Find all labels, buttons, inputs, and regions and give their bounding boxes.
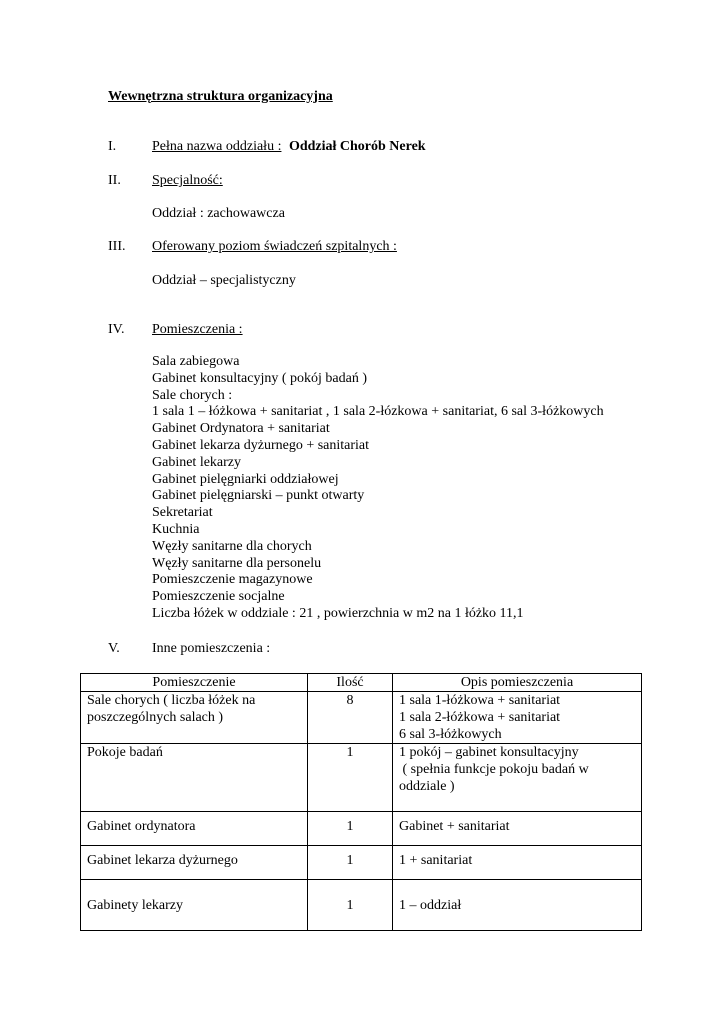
- section-2-number: II.: [108, 173, 121, 188]
- cell-description: [393, 846, 642, 880]
- section-1-row: [152, 138, 426, 155]
- section-4-label: Pomieszczenia :: [152, 322, 243, 337]
- room-list-item: Węzły sanitarne dla personelu: [152, 555, 322, 571]
- room-list-item: Sale chorych :: [152, 387, 233, 403]
- room-list-item: 1 sala 1 – łóżkowa + sanitariat , 1 sala 2-łózkowa + sanitariat, 6 sal 3-łóżkowych: [152, 404, 604, 420]
- cell-room-line: Gabinet ordynatora: [87, 819, 196, 834]
- room-list-item: Pomieszczenie socjalne: [152, 589, 285, 605]
- cell-description-line: 1 – oddział: [399, 898, 462, 913]
- cell-room: [81, 812, 308, 846]
- room-list-item: Liczba łóżek w oddziale : 21 , powierzchnia w m2 na 1 łóżko 11,1: [152, 605, 524, 621]
- room-list-item: Sala zabiegowa: [152, 354, 240, 369]
- cell-quantity: 1: [308, 846, 393, 880]
- table-row: [81, 846, 642, 880]
- cell-description-line: ( spełnia funkcje pokoju badań w: [399, 762, 589, 777]
- table-row: [81, 692, 642, 744]
- cell-room-line: Sale chorych ( liczba łóżek na: [87, 693, 256, 708]
- cell-description: [393, 692, 642, 744]
- cell-room: [81, 744, 308, 812]
- room-list-item: Gabinet lekarzy: [152, 454, 242, 470]
- table-body: [81, 692, 642, 931]
- section-3-number: III.: [108, 239, 126, 254]
- section-5-label: Inne pomieszczenia :: [152, 641, 271, 656]
- section-1-label: Pełna nazwa oddziału :: [152, 139, 282, 154]
- cell-description-line: 1 sala 1-łóżkowa + sanitariat: [399, 693, 561, 708]
- cell-room: [81, 846, 308, 880]
- cell-description-line: 6 sal 3-łóżkowych: [399, 727, 502, 742]
- header-room: Pomieszczenie: [81, 674, 308, 692]
- room-list-item: Pomieszczenie magazynowe: [152, 572, 313, 588]
- page-title: Wewnętrzna struktura organizacyjna: [108, 89, 333, 104]
- section-2-value: Oddział : zachowawcza: [152, 206, 285, 221]
- cell-description: [393, 812, 642, 846]
- cell-quantity: 8: [308, 692, 393, 744]
- cell-quantity: 1: [308, 880, 393, 931]
- section-1-number: I.: [108, 139, 117, 154]
- room-list-item: Gabinet pielęgniarski – punkt otwarty: [152, 488, 365, 504]
- room-list-item: Sekretariat: [152, 505, 213, 521]
- cell-room: [81, 880, 308, 931]
- section-3-value: Oddział – specjalistyczny: [152, 273, 296, 288]
- cell-description-line: 1 + sanitariat: [399, 853, 473, 868]
- section-3-label: Oferowany poziom świadczeń szpitalnych :: [152, 239, 397, 254]
- cell-description-line: 1 sala 2-łóżkowa + sanitariat: [399, 710, 561, 725]
- table-row: [81, 812, 642, 846]
- cell-room-line: poszczególnych salach ): [87, 710, 224, 725]
- cell-description-line: 1 pokój – gabinet konsultacyjny: [399, 745, 579, 760]
- section-2-label: Specjalność:: [152, 173, 223, 188]
- cell-room-line: Pokoje badań: [87, 745, 163, 760]
- room-list-item: Gabinet pielęgniarki oddziałowej: [152, 471, 339, 487]
- rooms-table: [80, 673, 642, 931]
- header-description: Opis pomieszczenia: [393, 674, 642, 692]
- section-4-number: IV.: [108, 322, 125, 337]
- rooms-list: [152, 354, 604, 623]
- room-list-item: Kuchnia: [152, 521, 200, 537]
- table-row: [81, 744, 642, 812]
- department-name: Oddział Chorób Nerek: [288, 139, 426, 154]
- cell-description: [393, 880, 642, 931]
- cell-description-line: Gabinet + sanitariat: [399, 819, 510, 834]
- room-list-item: Gabinet konsultacyjny ( pokój badań ): [152, 370, 368, 386]
- room-list-item: Gabinet lekarza dyżurnego + sanitariat: [152, 437, 370, 453]
- cell-quantity: 1: [308, 744, 393, 812]
- table-row: [81, 880, 642, 931]
- room-list-item: Gabinet Ordynatora + sanitariat: [152, 421, 330, 437]
- cell-description: [393, 744, 642, 812]
- cell-quantity: 1: [308, 812, 393, 846]
- room-list-item: Węzły sanitarne dla chorych: [152, 538, 312, 554]
- cell-room-line: Gabinet lekarza dyżurnego: [87, 853, 238, 868]
- cell-room: [81, 692, 308, 744]
- cell-room-line: Gabinety lekarzy: [87, 898, 184, 913]
- cell-description-line: oddziale ): [399, 779, 455, 794]
- header-quantity: Ilość: [308, 674, 393, 692]
- table-header-row: [81, 674, 642, 692]
- section-5-number: V.: [108, 641, 120, 656]
